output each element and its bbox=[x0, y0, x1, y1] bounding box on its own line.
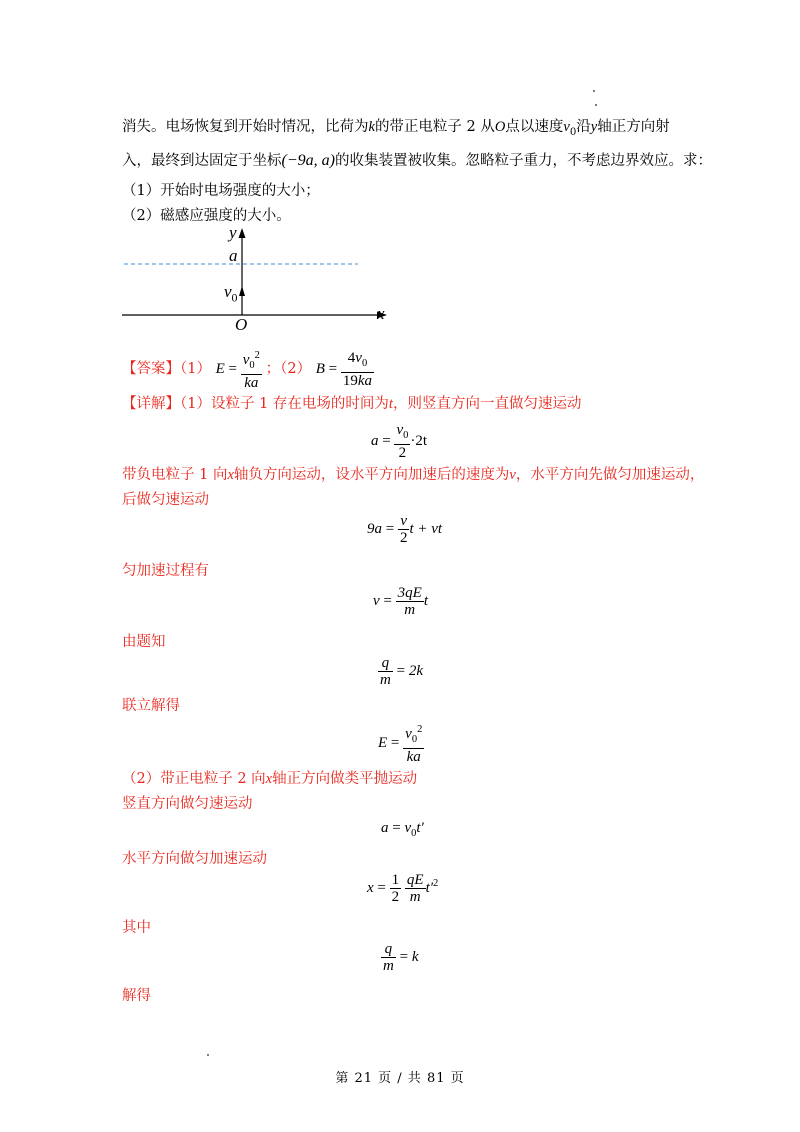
origin-label: O bbox=[235, 315, 248, 334]
equation-7: x = $\frac{1}{2}$ $\frac{qE}{m}$ $t'^2$ bbox=[367, 872, 439, 905]
a-label: a bbox=[229, 246, 238, 265]
detail-line-8: 竖直方向做匀速运动 bbox=[122, 796, 253, 812]
equation-4: $\frac{q}{m}$ = 2k bbox=[380, 655, 423, 688]
problem-line-2: 入，最终到达固定于坐标(−9a, a)的收集装置被收集。忽略粒子重力，不考虑边界效应。求： bbox=[122, 152, 712, 169]
equation-5: E = $\frac{v_0^2}{ka}$ bbox=[378, 724, 423, 765]
problem-line-1: 消失。电场恢复到开始时情况，比荷为k的带正电粒子 2 从O点以速度$v_0$沿y轴正方向射 bbox=[122, 119, 670, 138]
answer-line: 【答案】（1） E = $\frac{v_0^2}{ka}$ ；（2） B = $\frac{4v_0}{19ka}$ bbox=[122, 350, 373, 391]
detail-line-1: 【详解】（1）设粒子 1 存在电场的时间为t，则竖直方向一直做匀速运动 bbox=[122, 396, 582, 412]
answer-1-fraction: $\frac{v_0^2}{ka}$ bbox=[242, 350, 260, 391]
answer-2-fraction: $\frac{4v_0}{19ka}$ bbox=[342, 350, 373, 389]
equation-2: 9a = $\frac{v}{2}$ t + vt bbox=[367, 513, 443, 546]
detail-line-3: 后做匀速运动 bbox=[122, 492, 209, 508]
page-footer: 第 21 页 / 共 81 页 bbox=[335, 1071, 465, 1086]
equation-8: $\frac{q}{m}$ = k bbox=[383, 941, 419, 974]
question-1: （1）开始时电场强度的大小； bbox=[122, 183, 320, 199]
detail-line-6: 联立解得 bbox=[122, 698, 180, 714]
detail-line-11: 解得 bbox=[122, 988, 151, 1004]
detail-line-9: 水平方向做匀加速运动 bbox=[122, 851, 267, 867]
detail-line-10: 其中 bbox=[122, 920, 151, 936]
equation-3: v = $\frac{3qE}{m}$ t bbox=[373, 585, 428, 618]
detail-line-5: 由题知 bbox=[122, 634, 166, 650]
equation-1: a = $\frac{v_0}{2}$ ·2t bbox=[371, 422, 428, 461]
coordinate-figure bbox=[112, 226, 402, 336]
velocity-arrow bbox=[239, 286, 245, 296]
y-axis-arrow bbox=[239, 228, 246, 238]
y-axis-label: y bbox=[229, 223, 237, 242]
detail-line-7: （2）带正电粒子 2 向x轴正方向做类平抛运动 bbox=[122, 771, 418, 787]
x-axis-label: x bbox=[377, 304, 385, 323]
v0-label: $v_0$ bbox=[224, 282, 238, 305]
stray-mark bbox=[207, 1054, 209, 1056]
stray-mark bbox=[593, 90, 595, 92]
detail-line-2: 带负电粒子 1 向x轴负方向运动，设水平方向加速后的速度为v，水平方向先做匀加速运动， bbox=[122, 467, 705, 483]
question-2: （2）磁感应强度的大小。 bbox=[122, 208, 291, 224]
stray-mark bbox=[595, 104, 597, 106]
equation-6: $a = v_0t'$ bbox=[381, 820, 424, 839]
detail-line-4: 匀加速过程有 bbox=[122, 563, 209, 579]
